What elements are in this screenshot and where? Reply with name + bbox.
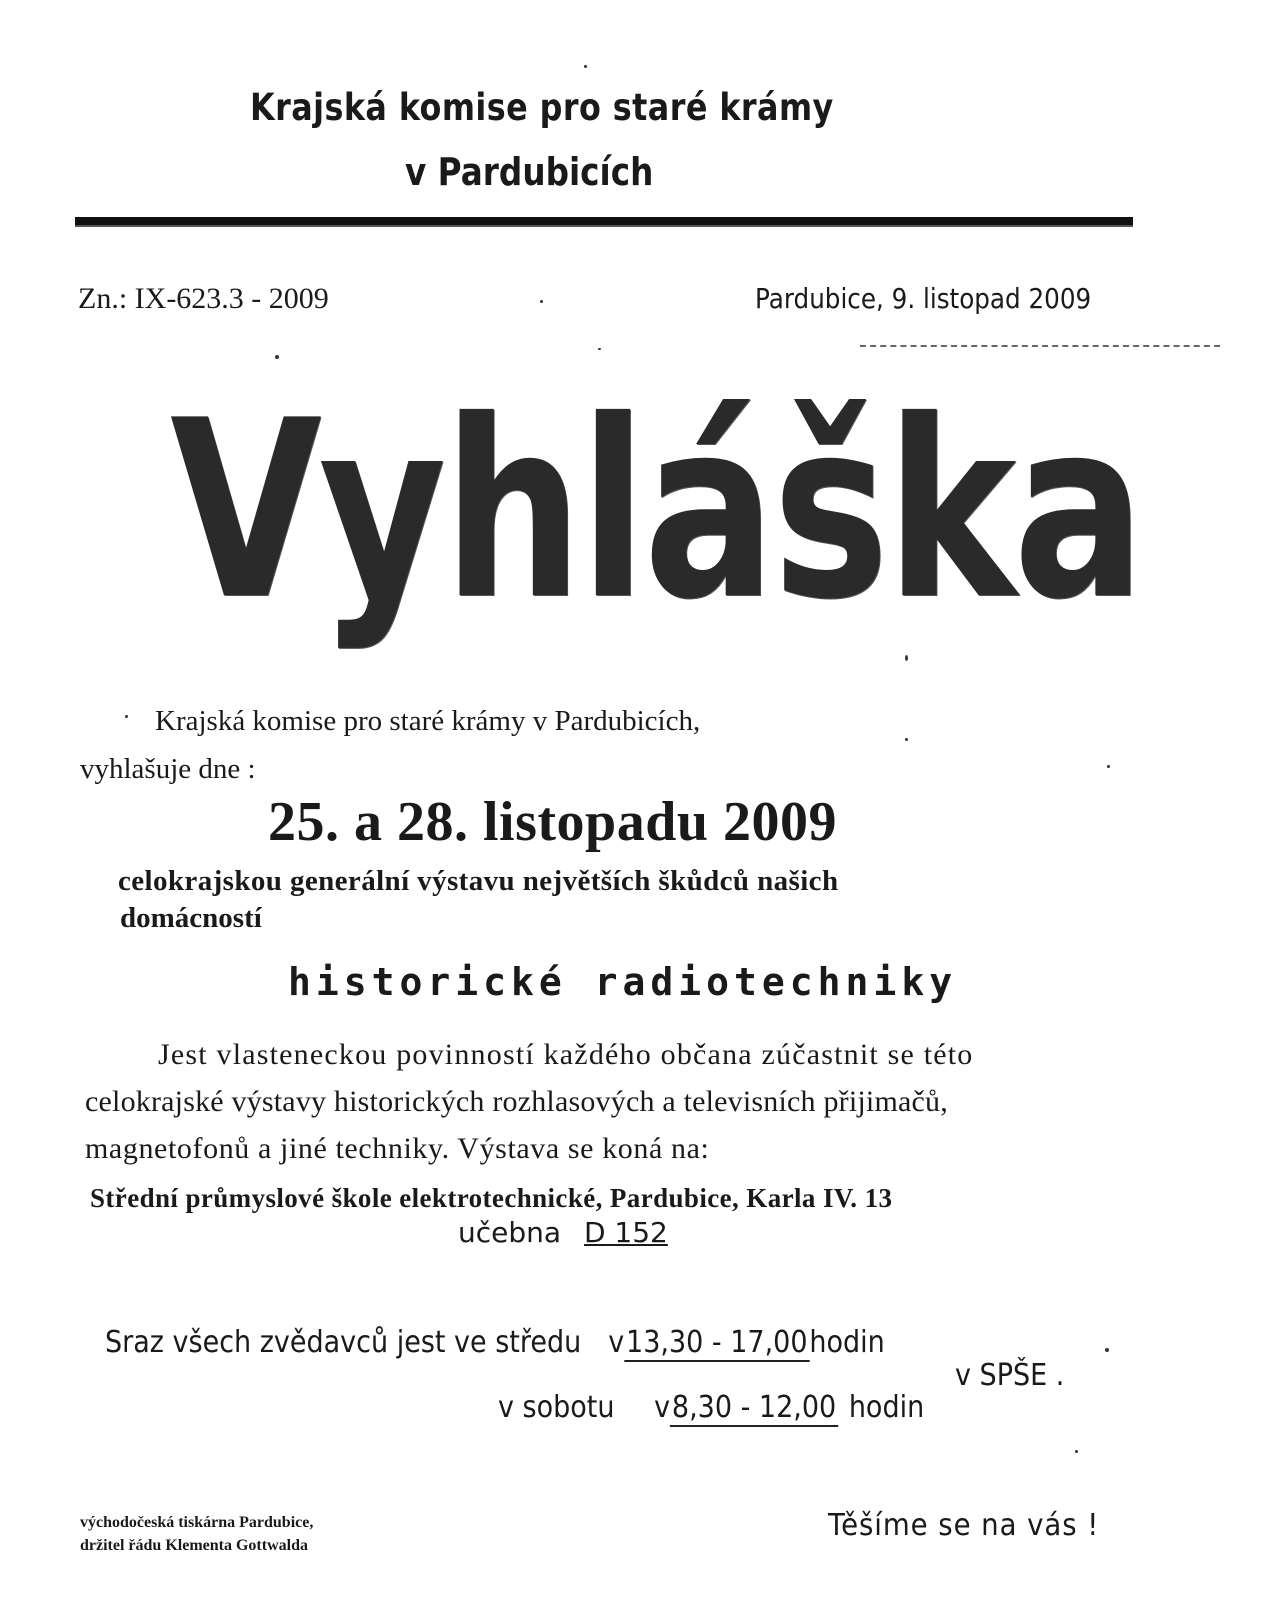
scan-speck [1105,1348,1109,1352]
closing-line: Těšíme se na vás ! [828,1508,1100,1543]
saturday-time: 8,30 - 12,00 [671,1390,837,1425]
wednesday-time: 13,30 - 17,00 [626,1325,808,1360]
saturday-suffix: hodin [848,1390,925,1425]
wednesday-label: Sraz všech zvědavců jest ve středu [105,1325,582,1360]
wednesday-prefix: v [608,1325,625,1360]
dashed-divider [860,345,1220,347]
scan-speck [905,738,908,741]
wednesday-suffix: hodin [809,1325,885,1360]
saturday-prefix: v [654,1390,671,1425]
scan-speck [1107,765,1110,768]
scan-speck [584,65,587,68]
body-line-2: celokrajské výstavy historických rozhlasových a televisních přijimačů, [85,1085,948,1118]
room-label: učebna [458,1216,562,1249]
description-line-1: celokrajskou generální výstavu největších škůdců našich [118,865,839,897]
notice-title: Vyhláška [170,368,1143,653]
body-line-1: Jest vlasteneckou povinností každého občana zúčastnit se této [158,1038,974,1071]
scan-speck [275,355,279,359]
body-line-3: magnetofonů a jiné techniky. Výstava se koná na: [85,1132,710,1165]
printer-line-1: východočeská tiskárna Pardubice, [80,1514,314,1531]
place-date: Pardubice, 9. listopad 2009 [755,282,1092,315]
description-line-2: domácností [120,902,262,934]
header-organization: Krajská komise pro staré krámy [250,86,834,129]
exhibition-subject: historické radiotechniky [288,960,958,1004]
saturday-label: v sobotu [498,1390,615,1425]
event-location: v SPŠE . [955,1358,1065,1393]
scan-speck [598,348,601,350]
schedule-wednesday [105,1325,885,1362]
venue-address: Střední průmyslové škole elektrotechnické, Pardubice, Karla IV. 13 [90,1183,893,1213]
header-city: v Pardubicích [405,150,654,194]
scan-speck [540,300,543,303]
intro-line-1: Krajská komise pro staré krámy v Pardubicích, [155,705,701,737]
room-code: D 152 [583,1216,668,1249]
event-dates: 25. a 28. listopadu 2009 [268,791,837,853]
header-rule [75,217,1133,227]
scan-speck [1075,1450,1078,1453]
printer-line-2: držitel řádu Klementa Gottwalda [80,1537,308,1554]
intro-line-2: vyhlašuje dne : [80,753,256,785]
scan-speck [905,655,908,661]
room [458,1216,668,1249]
reference-number: Zn.: IX-623.3 - 2009 [78,282,329,315]
scan-speck [125,715,128,718]
schedule-saturday [498,1390,924,1427]
